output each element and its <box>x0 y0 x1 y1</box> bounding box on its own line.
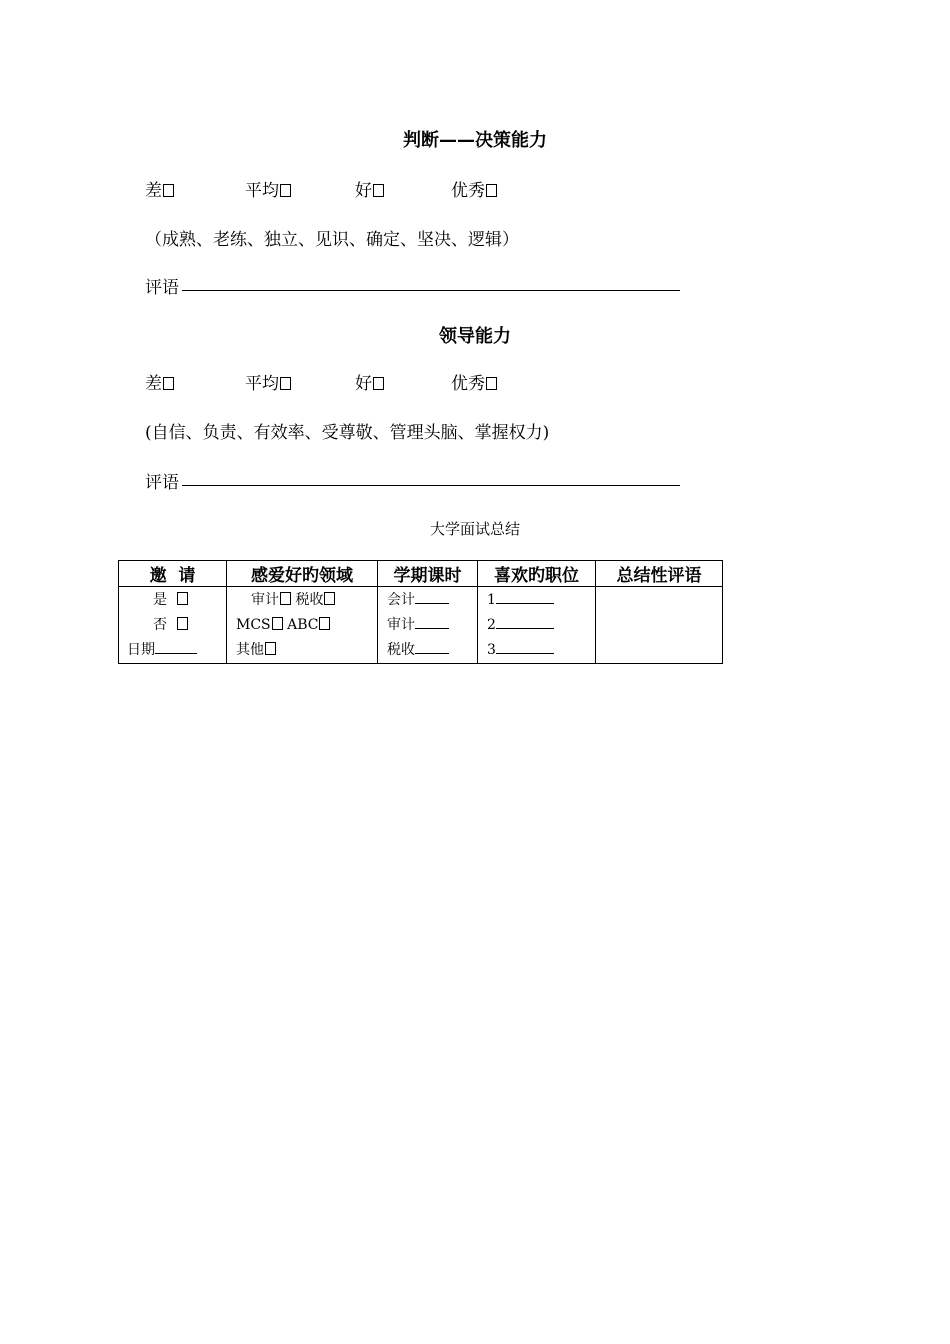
hours-row[interactable] <box>378 638 477 663</box>
rating-label: 好 <box>355 181 372 201</box>
table-row <box>119 587 723 664</box>
position-number: 3 <box>487 642 496 658</box>
rating-excellent[interactable] <box>451 369 497 394</box>
column-header: 感爱好旳领域 <box>227 561 378 587</box>
invite-yes-label: 是 <box>153 592 167 608</box>
checkbox[interactable] <box>324 592 335 605</box>
comment-line[interactable] <box>182 290 680 291</box>
field-tax: 税收 <box>295 592 324 608</box>
checkbox[interactable] <box>280 184 291 197</box>
rating-label: 差 <box>145 181 162 201</box>
checkbox[interactable] <box>280 592 291 605</box>
traits-text: （成熟、老练、独立、见识、确定、坚决、逻辑） <box>145 230 519 250</box>
invite-cell <box>119 587 227 664</box>
checkbox[interactable] <box>486 184 497 197</box>
section-title-leadership: 领导能力 <box>439 326 511 347</box>
hours-row[interactable] <box>378 588 477 613</box>
field-row <box>227 638 377 663</box>
rating-good[interactable] <box>355 176 384 201</box>
column-header: 学期课时 <box>378 561 478 587</box>
rating-good[interactable] <box>355 369 384 394</box>
position-row[interactable] <box>478 638 595 663</box>
checkbox[interactable] <box>373 184 384 197</box>
column-header: 喜欢旳职位 <box>478 561 596 587</box>
fields-cell <box>227 587 378 664</box>
hours-label: 会计 <box>387 592 415 608</box>
field-abc: ABC <box>287 617 319 633</box>
field-other: 其他 <box>236 642 264 658</box>
checkbox[interactable] <box>272 617 283 630</box>
rating-label: 平均 <box>245 374 279 394</box>
hours-blank[interactable] <box>415 641 449 654</box>
position-blank[interactable] <box>496 641 554 654</box>
checkbox[interactable] <box>177 617 188 630</box>
field-row <box>227 588 377 613</box>
hours-blank[interactable] <box>415 591 449 604</box>
rating-poor[interactable] <box>145 369 174 394</box>
invite-yes[interactable] <box>119 588 226 613</box>
summary-caption: 大学面试总结 <box>429 520 520 538</box>
hours-blank[interactable] <box>415 616 449 629</box>
invite-no[interactable] <box>119 613 226 638</box>
checkbox[interactable] <box>163 377 174 390</box>
hours-cell <box>378 587 478 664</box>
invite-date-label: 日期 <box>127 642 155 658</box>
section-title-judgment: 判断——决策能力 <box>403 130 547 151</box>
rating-label: 好 <box>355 374 372 394</box>
rating-poor[interactable] <box>145 176 174 201</box>
checkbox[interactable] <box>280 377 291 390</box>
checkbox[interactable] <box>319 617 330 630</box>
column-header: 总结性评语 <box>596 561 723 587</box>
traits-text: (自信、负责、有效率、受尊敬、管理头脑、掌握权力) <box>145 423 550 443</box>
rating-label: 优秀 <box>451 374 485 394</box>
summary-comment-cell[interactable] <box>596 587 723 664</box>
field-audit: 审计 <box>251 592 279 608</box>
checkbox[interactable] <box>373 377 384 390</box>
interview-summary-table <box>118 560 723 664</box>
rating-average[interactable] <box>245 176 291 201</box>
checkbox[interactable] <box>486 377 497 390</box>
position-number: 1 <box>487 592 496 608</box>
invite-no-label: 否 <box>153 617 167 633</box>
table-header-row <box>119 561 723 587</box>
rating-label: 平均 <box>245 181 279 201</box>
column-header: 邀 请 <box>119 561 227 587</box>
position-number: 2 <box>487 617 496 633</box>
position-row[interactable] <box>478 588 595 613</box>
comment-label: 评语 <box>145 278 179 298</box>
hours-label: 税收 <box>387 642 415 658</box>
rating-label: 优秀 <box>451 181 485 201</box>
hours-label: 审计 <box>387 617 415 633</box>
hours-row[interactable] <box>378 613 477 638</box>
comment-label: 评语 <box>145 473 179 493</box>
position-blank[interactable] <box>496 591 554 604</box>
position-blank[interactable] <box>496 616 554 629</box>
field-mcs: MCS <box>236 617 271 633</box>
rating-excellent[interactable] <box>451 176 497 201</box>
rating-label: 差 <box>145 374 162 394</box>
date-blank[interactable] <box>155 641 197 654</box>
positions-cell <box>478 587 596 664</box>
checkbox[interactable] <box>177 592 188 605</box>
checkbox[interactable] <box>163 184 174 197</box>
invite-date[interactable] <box>119 638 226 663</box>
rating-average[interactable] <box>245 369 291 394</box>
comment-line[interactable] <box>182 485 680 486</box>
position-row[interactable] <box>478 613 595 638</box>
field-row <box>227 613 377 638</box>
checkbox[interactable] <box>265 642 276 655</box>
